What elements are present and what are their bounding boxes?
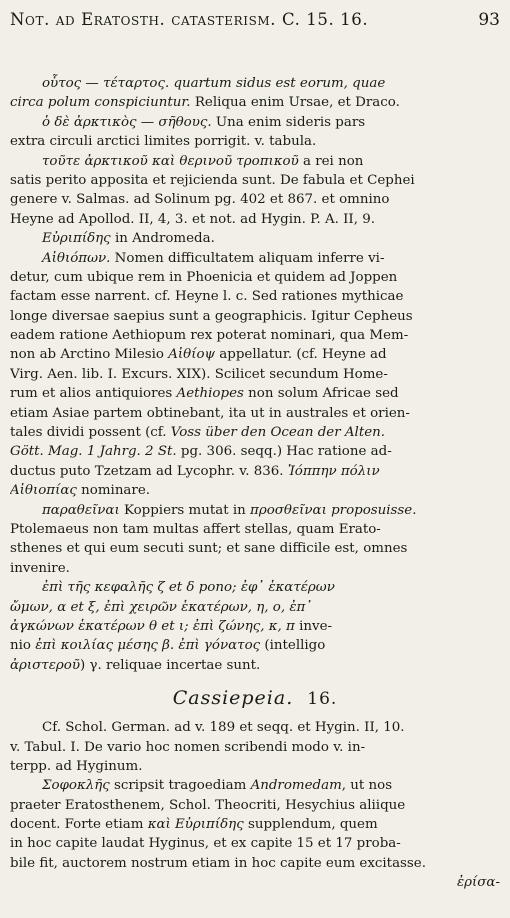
text-run: extra circuli arctici limites porrigit. v. tabula.: [10, 134, 317, 150]
text-line: [10, 834, 500, 853]
greek-text: ὁ δὲ ἀρκτικὸς — σῆθους.: [42, 114, 212, 130]
text-run: Cf. Schol. German. ad v. 189 et seqq. et Hygin. II, 10.: [42, 720, 405, 736]
text-run: docent. Forte etiam: [10, 817, 148, 833]
greek-text: Σοφοκλῆς: [42, 778, 110, 794]
greek-text: Ἰόππην πόλιν: [287, 463, 380, 479]
text-run: factam esse narrent. cf. Heyne l. c. Sed rationes mythicae: [10, 289, 404, 305]
text-line: [10, 854, 500, 873]
text-line: [10, 578, 500, 597]
italic-text: circa polum conspiciuntur.: [10, 95, 191, 111]
text-run: pg. 306. seqq.) Hac ratione ad-: [176, 444, 392, 460]
text-run: v. Tabul. I. De vario hoc nomen scribendi modo v. in-: [10, 739, 366, 755]
text-run: tales dividi possent (cf.: [10, 425, 171, 441]
text-run: detur, cum ubique rem in Phoenicia et quidem ad Joppen: [10, 269, 398, 285]
text-line: [10, 520, 500, 539]
text-line: [10, 249, 500, 268]
text-line: [10, 152, 500, 171]
text-run: Una enim sideris pars: [211, 114, 366, 130]
text-line: [10, 559, 500, 578]
greek-text: παραθεῖναι: [42, 502, 120, 518]
italic-text: Andromedam: [250, 778, 342, 794]
text-line: [10, 365, 500, 384]
text-line: [10, 423, 500, 442]
text-run: nominare.: [76, 483, 151, 499]
text-line: [10, 345, 500, 364]
text-line: [10, 113, 500, 132]
greek-text: Αἰθιοπίας: [10, 483, 77, 499]
section-title: Cassiepeia.: [172, 687, 294, 710]
text-line: [10, 132, 500, 151]
text-line: [10, 656, 500, 675]
greek-text: ἀγκώνων ἑκατέρων θ et ι; ἐπὶ ζώνης, κ, π: [10, 618, 295, 634]
text-line: [10, 229, 500, 248]
notes-body: [10, 74, 500, 675]
text-run: (intelligo: [260, 638, 326, 654]
text-line: [10, 442, 500, 461]
text-run: rum et alios antiquiores: [10, 386, 177, 402]
catchword: ἐρίσα-: [456, 875, 500, 891]
text-line: [10, 462, 500, 481]
text-run: ) γ. reliquae incertae sunt.: [79, 657, 261, 673]
text-line: [10, 501, 500, 520]
text-run: Reliqua enim Ursae, et Draco.: [190, 95, 400, 111]
text-line: [10, 171, 500, 190]
text-run: satis perito apposita et rejicienda sunt. De fabula et Cephei: [10, 172, 415, 188]
italic-text: Voss über den Ocean der Alten.: [170, 425, 386, 441]
text-line: [10, 738, 500, 757]
section-body: [10, 718, 500, 873]
greek-text: Εὐριπίδης: [42, 231, 111, 247]
greek-text: οὗτος — τέταρτος.: [42, 76, 170, 91]
section-number: 16.: [307, 689, 338, 710]
text-line: [10, 481, 500, 500]
text-run: in hoc capite laudat Hyginus, et ex capite 15 et 17 proba-: [10, 836, 401, 852]
text-run: scripsit tragoediam: [109, 778, 251, 794]
greek-text: Αἰθίοψ: [168, 347, 216, 363]
text-line: [10, 404, 500, 423]
section-heading: [10, 687, 500, 709]
text-run: inve-: [294, 618, 333, 634]
text-line: [10, 598, 500, 617]
text-run: in Andromeda.: [110, 231, 215, 247]
text-run: Ptolemaeus non tam multas affert stellas, quam Erato-: [10, 521, 381, 537]
italic-text: Gött. Mag. 1 Jahrg. 2 St.: [10, 444, 177, 460]
text-run: non solum Africae sed: [243, 386, 399, 402]
text-run: , ut nos: [341, 778, 393, 794]
text-line: [10, 287, 500, 306]
text-run: Koppiers mutat in: [119, 502, 251, 518]
text-run: bile fit, auctorem nostrum etiam in hoc capite eum excitasse.: [10, 855, 426, 871]
text-line: [10, 617, 500, 636]
text-run: a rei non: [298, 153, 364, 169]
text-run: Virg. Aen. lib. I. Excurs. XIX). Scilicet secundum Home-: [10, 366, 388, 382]
text-line: [10, 74, 500, 93]
text-run: ductus puto Tzetzam ad Lycophr. v. 836.: [10, 463, 288, 479]
italic-text: quartum sidus est eorum, quae: [169, 76, 386, 91]
page-number: 93: [478, 10, 500, 30]
text-line: [10, 210, 500, 229]
text-run: supplendum, quem: [243, 817, 378, 833]
text-run: Nomen difficultatem aliquam inferre vi-: [110, 250, 385, 266]
text-line: [10, 757, 500, 776]
running-header: [10, 10, 500, 40]
text-line: [10, 190, 500, 209]
text-line: [10, 636, 500, 655]
text-line: [10, 93, 500, 112]
running-title: Not. ad Eratosth. catasterism. C. 15. 16.: [10, 10, 369, 29]
text-line: [10, 539, 500, 558]
greek-text: τοῦτε ἀρκτικοῦ καὶ θερινοῦ τροπικοῦ: [42, 153, 299, 169]
italic-text: Aethiopes: [176, 386, 244, 402]
text-run: appellatur. (cf. Heyne ad: [215, 347, 387, 363]
text-line: [10, 384, 500, 403]
italic-text: προσθεῖναι proposuisse.: [250, 502, 417, 518]
text-line: [10, 268, 500, 287]
text-run: longe diversae saepius sunt a geographicis. Igitur Cepheus: [10, 308, 413, 324]
text-line: [10, 307, 500, 326]
greek-text: Αἰθιόπων.: [42, 250, 111, 266]
text-run: nio: [10, 638, 36, 654]
text-line: [10, 776, 500, 795]
text-run: Heyne ad Apollod. II, 4, 3. et not. ad Hygin. P. A. II, 9.: [10, 211, 376, 227]
text-run: etiam Asiae partem obtinebant, ita ut in australes et orien-: [10, 405, 410, 421]
text-run: non ab Arctino Milesio: [10, 347, 169, 363]
text-line: [10, 815, 500, 834]
text-run: invenire.: [10, 560, 70, 576]
greek-text: ἀριστεροῦ: [10, 657, 80, 673]
text-line: [10, 796, 500, 815]
text-run: eadem ratione Aethiopum rex poterat nominari, qua Mem-: [10, 328, 409, 344]
text-run: terpp. ad Hyginum.: [10, 758, 143, 774]
greek-text: ἐπὶ κοιλίας μέσης β. ἐπὶ γόνατος: [35, 638, 261, 654]
text-run: sthenes et qui eum secuti sunt; et sane difficile est, omnes: [10, 541, 408, 557]
text-run: genere v. Salmas. ad Solinum pg. 402 et 867. et omnino: [10, 192, 390, 208]
text-run: praeter Eratosthenem, Schol. Theocriti, Hesychius aliique: [10, 797, 406, 813]
text-line: [10, 326, 500, 345]
greek-text: καὶ Εὐριπίδης: [147, 817, 244, 833]
greek-text: ἐπὶ τῆς κεφαλῆς ζ et δ pono; ἐφ᾽ ἑκατέρων: [42, 580, 335, 596]
text-line: [10, 718, 500, 737]
greek-text: ὤμων, α et ξ, ἐπὶ χειρῶν ἑκατέρων, η, ο, ἐπ᾽: [10, 599, 313, 615]
